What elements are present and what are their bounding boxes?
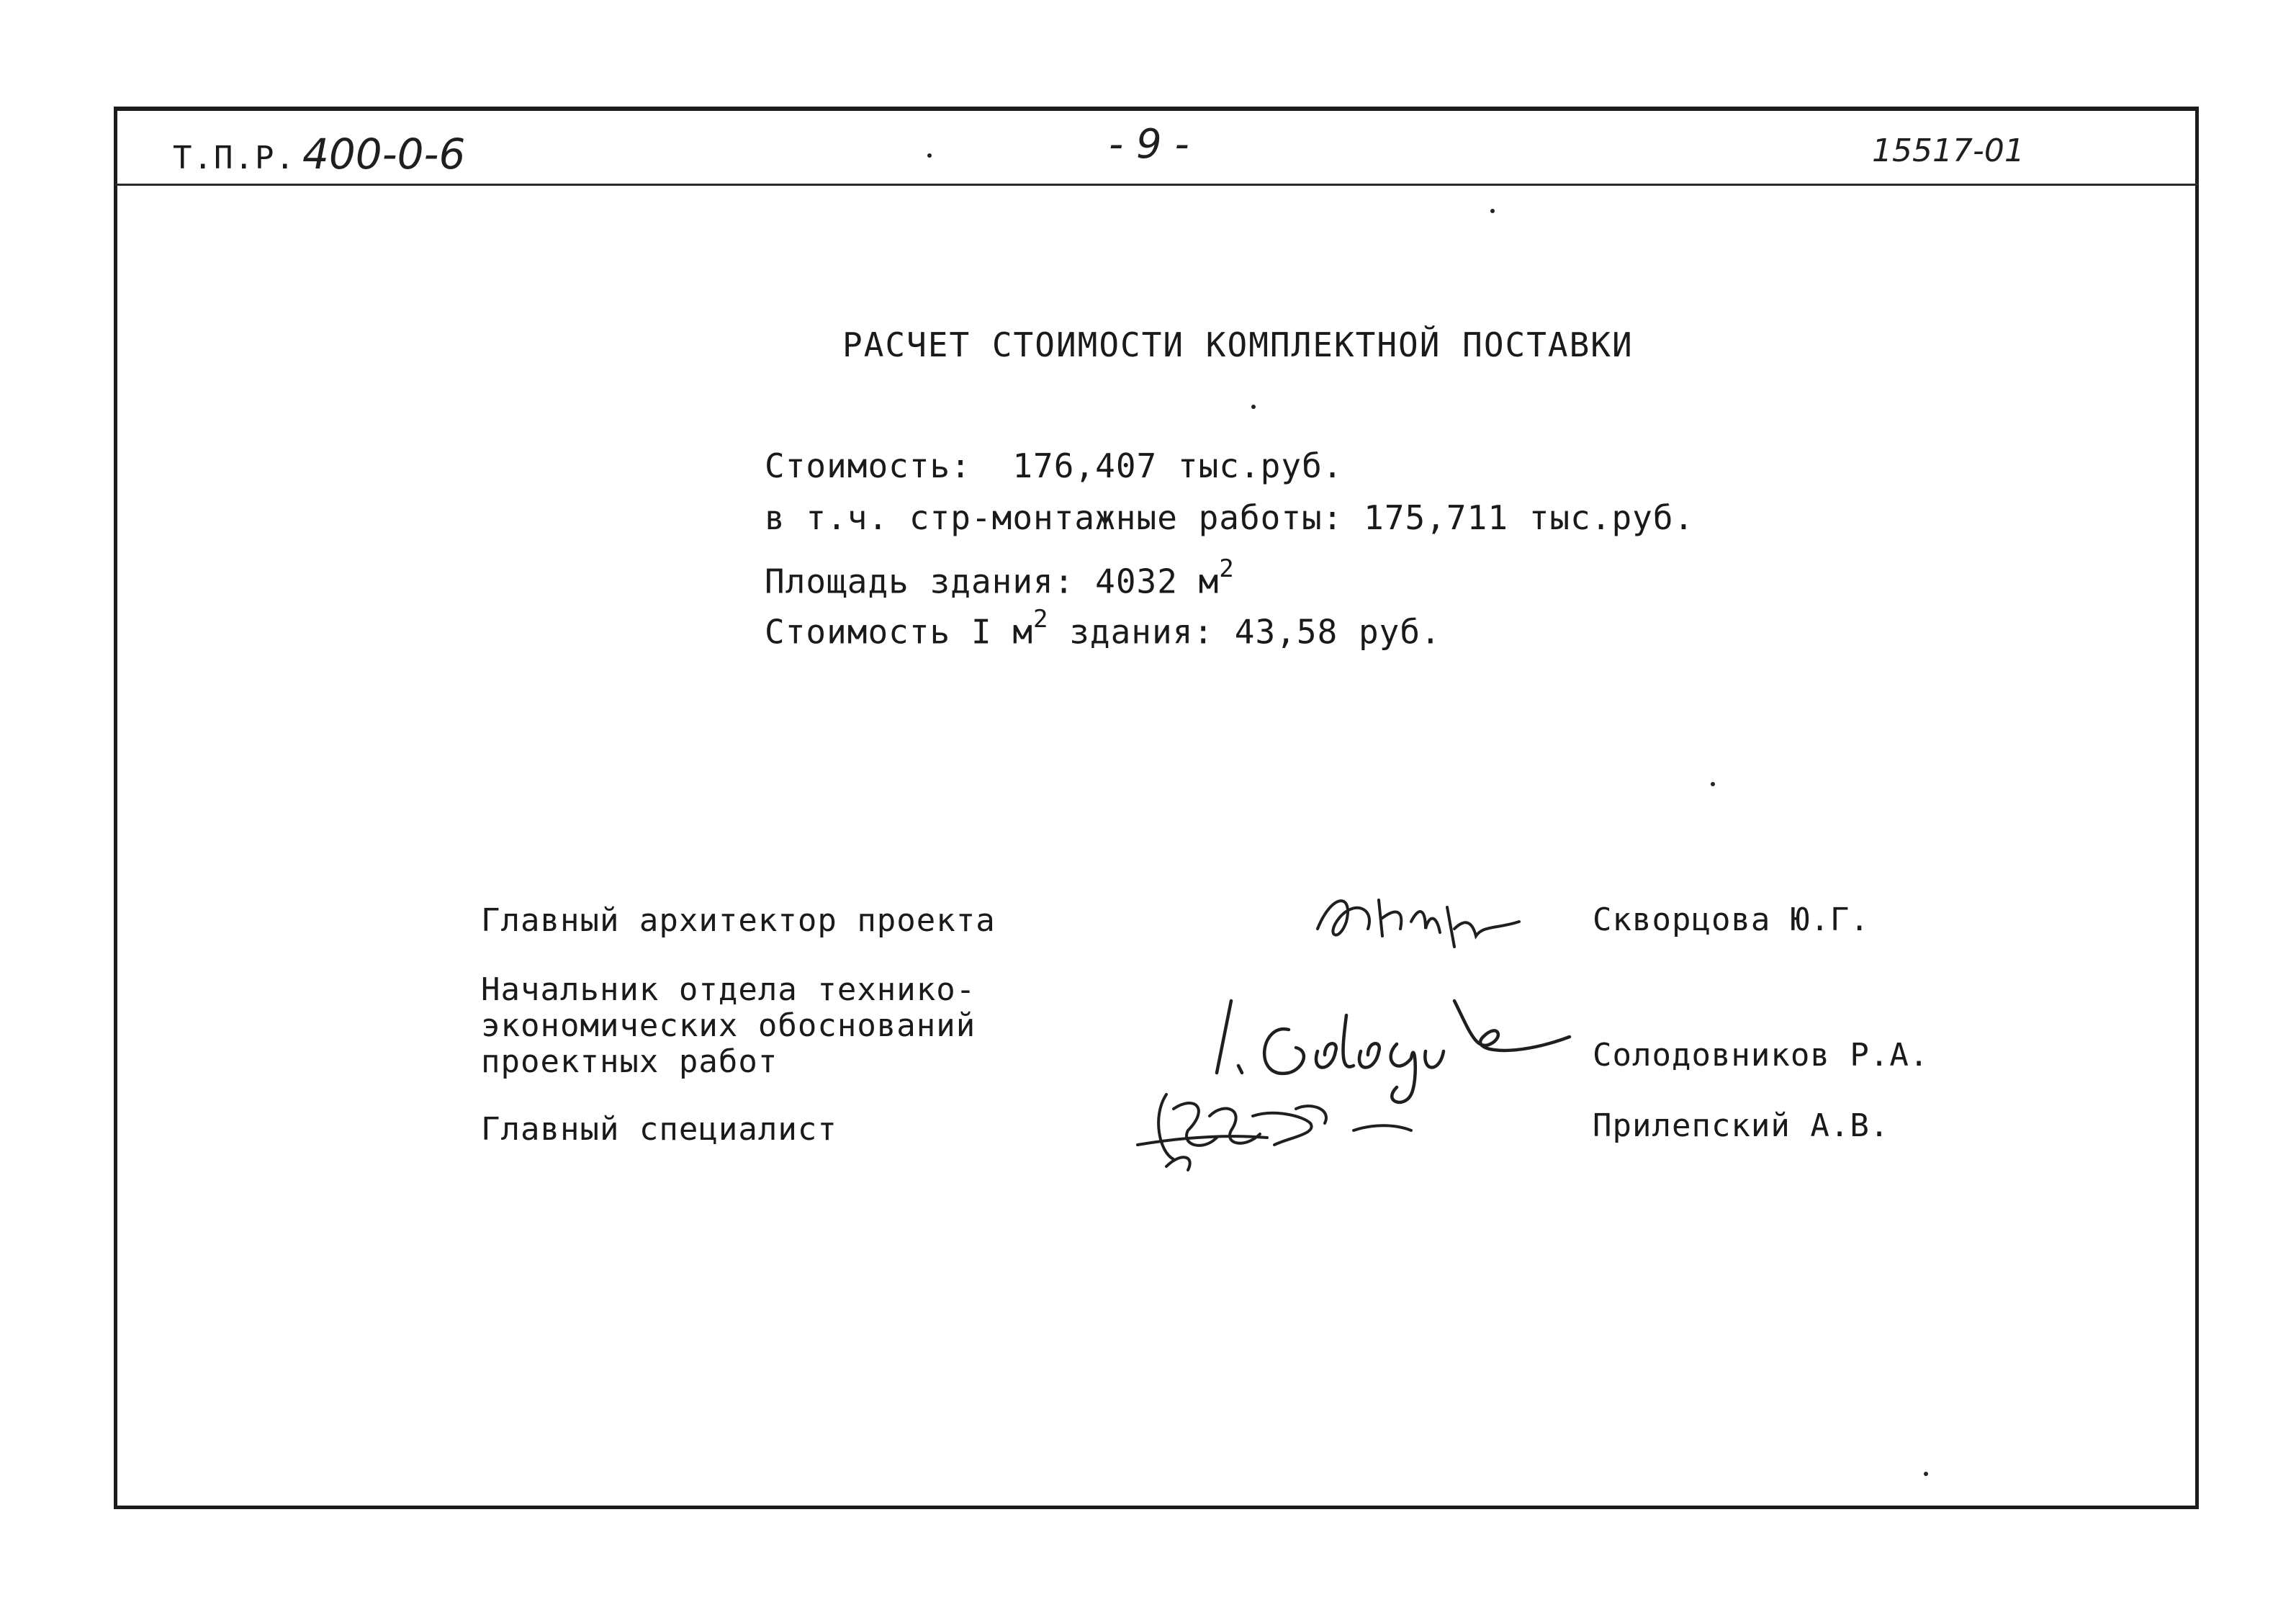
area-label: Площадь здания: — [765, 562, 1075, 601]
signature-position-chief-specialist: Главный специалист — [481, 1111, 837, 1148]
signature-position-department-head — [481, 972, 976, 1080]
scan-speck — [1490, 209, 1495, 213]
position-line: проектных работ — [481, 1043, 778, 1080]
position-line: Начальник отдела технико- — [481, 971, 976, 1008]
construction-label: в т.ч. стр-монтажные работы: — [765, 498, 1343, 537]
page-title: РАСЧЕТ СТОИМОСТИ КОМПЛЕКТНОЙ ПОСТАВКИ — [842, 325, 1634, 364]
header-divider — [115, 184, 2198, 186]
unit-cost-label: Стоимость I м — [765, 612, 1034, 652]
scan-speck — [927, 153, 932, 158]
page-frame — [114, 107, 2199, 1509]
signature-name-prilepsky: Прилепский А.В. — [1593, 1107, 1890, 1144]
area-value: 4032 м — [1095, 562, 1220, 601]
cost-label: Стоимость: — [765, 446, 971, 485]
cost-line — [765, 446, 1343, 485]
unit-cost-value: 43,58 руб. — [1234, 612, 1441, 652]
document-number-handwritten: 15517-01 — [1872, 132, 2025, 169]
scan-speck — [1711, 782, 1715, 786]
unit-cost-line — [765, 605, 1441, 652]
construction-cost-line — [765, 498, 1694, 537]
cost-value: 176,407 тыс.руб. — [1012, 446, 1343, 485]
position-line: экономических обоснований — [481, 1007, 976, 1044]
series-prefix: Т.П.Р. — [173, 140, 296, 176]
page-number-handwritten: - 9 - — [1109, 121, 1189, 168]
series-number-handwritten: 400-0-6 — [302, 130, 466, 179]
signature-position-chief-architect: Главный архитектор проекта — [481, 902, 996, 939]
area-exponent: 2 — [1219, 554, 1235, 583]
signature-prilepsky — [1123, 1066, 1469, 1174]
unit-cost-exponent: 2 — [1033, 605, 1049, 634]
scan-speck — [1924, 1472, 1928, 1476]
scan-speck — [1251, 405, 1256, 409]
signature-skvortsova — [1310, 878, 1541, 958]
signature-name-skvortsova: Скворцова Ю.Г. — [1593, 901, 1870, 938]
construction-value: 175,711 тыс.руб. — [1364, 498, 1695, 537]
unit-cost-label-rest: здания: — [1069, 612, 1215, 652]
signature-name-solodovnikov: Солодовников Р.А. — [1593, 1037, 1930, 1074]
area-line — [765, 554, 1235, 601]
